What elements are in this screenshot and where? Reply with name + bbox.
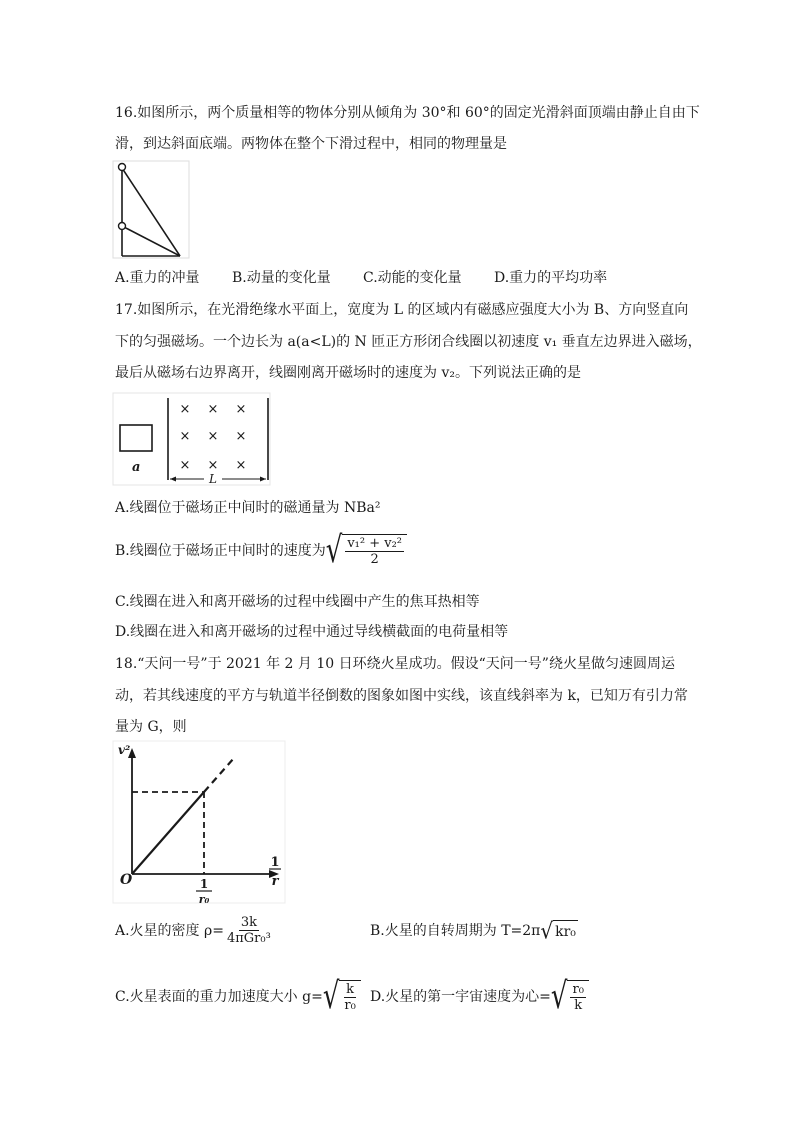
fraction-denominator: r₀	[344, 998, 356, 1013]
q17-width-label: L	[209, 472, 217, 486]
fraction-numerator: 3k	[240, 915, 257, 930]
graph-origin-label: O	[120, 872, 133, 888]
q17-option-a: A.线圈位于磁场正中间时的磁通量为 NBa²	[115, 500, 381, 516]
q18-option-c-text: C.火星表面的重力加速度大小 g=	[115, 988, 323, 1005]
field-cross: ×	[207, 429, 219, 444]
q17-stem-line-1: 17.如图所示，在光滑绝缘水平面上，宽度为 L 的区域内有磁感应强度大小为 B、方向竖直向	[115, 302, 689, 318]
field-cross: ×	[207, 402, 219, 417]
field-cross: ×	[207, 458, 219, 473]
q17-option-d: D.线圈在进入和离开磁场的过程中通过导线横截面的电荷量相等	[115, 624, 509, 640]
q18-v2-vs-inverse-r-graph	[112, 740, 287, 905]
tick-den: r₀	[198, 893, 210, 905]
fraction-denominator: k	[574, 998, 583, 1013]
q18-option-c: C.火星表面的重力加速度大小 g= √ $\frac{k}{\text{r₀}}$	[115, 980, 361, 1013]
q16-stem-line-2: 滑，到达斜面底端。两物体在整个下滑过程中，相同的物理量是	[115, 136, 507, 152]
q17-option-b	[115, 529, 407, 572]
q16-option-b: B.动量的变化量	[232, 270, 331, 286]
q16-object-lower	[119, 223, 126, 230]
q17-stem-line-2: 下的匀强磁场。一个边长为 a(a<L)的 N 匝正方形闭合线圈以初速度 v₁ 垂直左边界进入磁场，	[115, 334, 702, 350]
q16-incline-figure	[112, 160, 192, 260]
q18-option-b-text: B.火星的自转周期为 T=2π	[370, 923, 541, 939]
q18-stem-line-2: 动，若其线速度的平方与轨道半径倒数的图象如图中实线，该直线斜率为 k，已知万有引力常	[115, 688, 688, 704]
field-cross: ×	[179, 458, 191, 473]
q16-object-top	[119, 164, 126, 171]
graph-y-label: v²	[118, 743, 131, 757]
field-cross: ×	[179, 429, 191, 444]
q18-option-b: B.火星的自转周期为 T=2π √ kr₀	[370, 917, 576, 945]
graph-x-label-den: r	[271, 874, 279, 889]
q16-option-c: C.动能的变化量	[363, 270, 462, 286]
q18-stem-line-1: 18.“天问一号”于 2021 年 2 月 10 日环绕火星成功。假设“天问一号”绕火星做匀速圆周运	[115, 656, 675, 672]
fraction-numerator: k	[346, 982, 355, 997]
fraction-numerator: r₀	[572, 982, 584, 997]
dashed-extension	[204, 758, 234, 792]
q17-option-b-text: B.线圈位于磁场正中间时的速度为	[115, 542, 326, 559]
q18-option-d-text: D.火星的第一宇宙速度为心=	[370, 988, 551, 1005]
sqrt-expression: √ $\frac{\text{v₁² + v₂²}}{2}$	[326, 534, 407, 567]
fraction-denominator: 4πGr₀³	[226, 931, 271, 946]
solid-line	[132, 792, 204, 874]
q18-option-d: D.火星的第一宇宙速度为心= √ $\frac{\text{r₀}}{k}$	[370, 980, 589, 1013]
q17-coil-square	[120, 425, 152, 451]
q17-magnetic-field-figure	[112, 392, 272, 488]
q18-option-a	[115, 915, 274, 946]
q16-option-a: A.重力的冲量	[115, 270, 200, 286]
field-cross: ×	[235, 402, 247, 417]
field-cross: ×	[179, 402, 191, 417]
tick-num: 1	[199, 877, 209, 891]
q18-stem-line-3: 量为 G，则	[115, 719, 187, 735]
field-cross: ×	[235, 458, 247, 473]
field-cross: ×	[235, 429, 247, 444]
graph-x-label-num: 1	[270, 855, 280, 870]
q18-option-a-text: A.火星的密度 ρ=	[115, 922, 224, 939]
q16-option-d: D.重力的平均功率	[494, 270, 608, 286]
fraction-numerator: v₁² + v₂²	[347, 536, 403, 551]
fraction-denominator: 2	[370, 552, 379, 567]
q17-stem-line-3: 最后从磁场右边界离开，线圈刚离开磁场时的速度为 v₂。下列说法正确的是	[115, 365, 581, 381]
q16-stem-line-1: 16.如图所示，两个质量相等的物体分别从倾角为 30°和 60°的固定光滑斜面顶端由静止自由下	[115, 105, 700, 121]
q17-option-c: C.线圈在进入和离开磁场的过程中线圈中产生的焦耳热相等	[115, 594, 480, 610]
sqrt-radicand: kr₀	[553, 920, 578, 942]
q17-coil-label: a	[132, 460, 141, 475]
